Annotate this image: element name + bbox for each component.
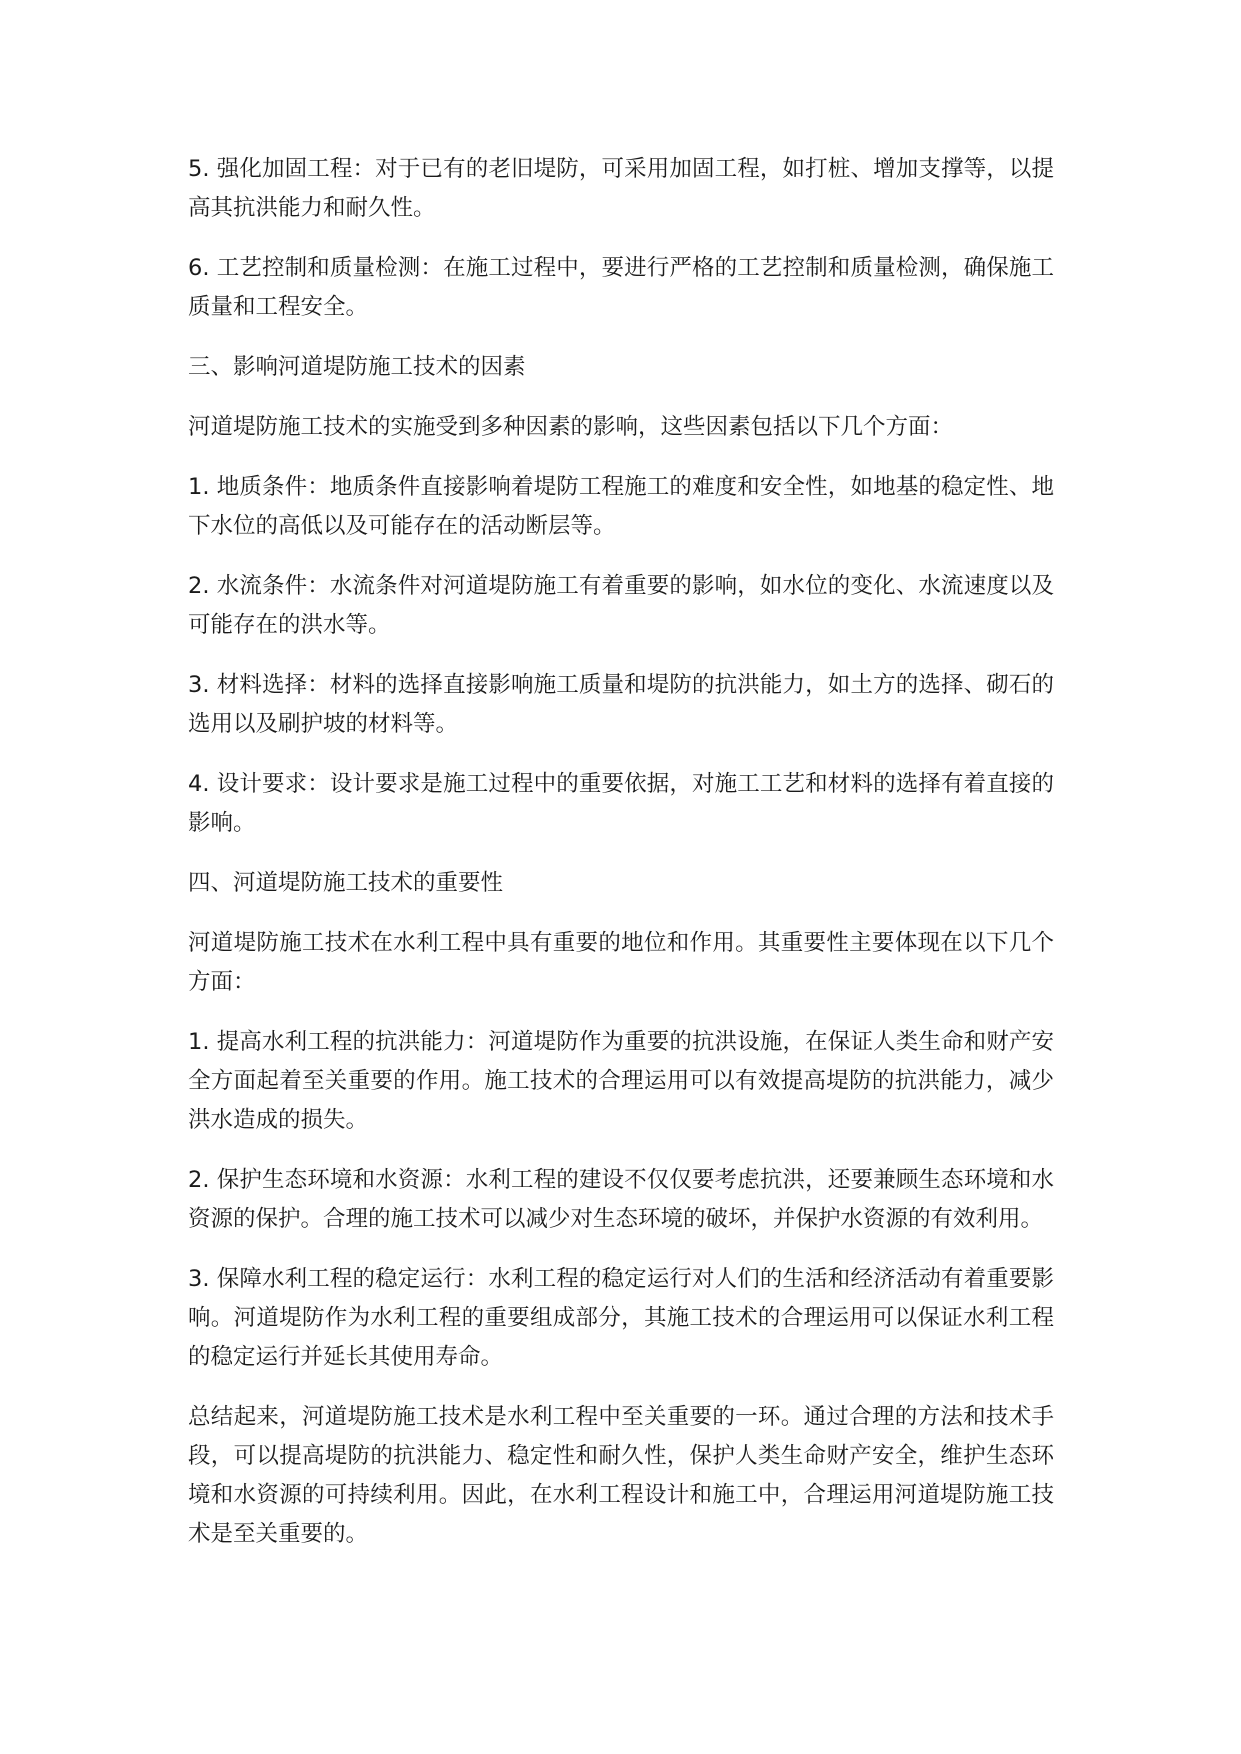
paragraph-item-6-quality-control: 6. 工艺控制和质量检测：在施工过程中，要进行严格的工艺控制和质量检测，确保施工质量和工程安全。 (188, 255, 1054, 320)
paragraph-importance-stability: 3. 保障水利工程的稳定运行：水利工程的稳定运行对人们的生活和经济活动有着重要影响。河道堤防作为水利工程的重要组成部分，其施工技术的合理运用可以保证水利工程的稳定运行并延长其使用寿命。 (188, 1266, 1054, 1370)
paragraph-importance-flood: 1. 提高水利工程的抗洪能力：河道堤防作为重要的抗洪设施，在保证人类生命和财产安全方面起着至关重要的作用。施工技术的合理运用可以有效提高堤防的抗洪能力，减少洪水造成的损失。 (188, 1029, 1054, 1133)
section-heading-factors: 三、影响河道堤防施工技术的因素 (188, 354, 526, 380)
paragraph-factors-intro: 河道堤防施工技术的实施受到多种因素的影响，这些因素包括以下几个方面： (188, 414, 954, 440)
section-heading-importance: 四、河道堤防施工技术的重要性 (188, 870, 504, 896)
paragraph-summary: 总结起来，河道堤防施工技术是水利工程中至关重要的一环。通过合理的方法和技术手段，可以提高堤防的抗洪能力、稳定性和耐久性，保护人类生命财产安全，维护生态环境和水资源的可持续利用。因此，在水利工程设计和施工中，合理运用河道堤防施工技术是至关重要的。 (188, 1404, 1054, 1547)
paragraph-item-5-reinforcement: 5. 强化加固工程：对于已有的老旧堤防，可采用加固工程，如打桩、增加支撑等，以提高其抗洪能力和耐久性。 (188, 156, 1054, 221)
document-page (188, 150, 1054, 1575)
paragraph-factor-materials: 3. 材料选择：材料的选择直接影响施工质量和堤防的抗洪能力，如土方的选择、砌石的选用以及刷护坡的材料等。 (188, 672, 1054, 737)
paragraph-importance-intro: 河道堤防施工技术在水利工程中具有重要的地位和作用。其重要性主要体现在以下几个方面： (188, 930, 1054, 995)
paragraph-importance-ecology: 2. 保护生态环境和水资源：水利工程的建设不仅仅要考虑抗洪，还要兼顾生态环境和水资源的保护。合理的施工技术可以减少对生态环境的破坏，并保护水资源的有效利用。 (188, 1167, 1054, 1232)
paragraph-factor-geology: 1. 地质条件：地质条件直接影响着堤防工程施工的难度和安全性，如地基的稳定性、地下水位的高低以及可能存在的活动断层等。 (188, 474, 1054, 539)
paragraph-factor-design: 4. 设计要求：设计要求是施工过程中的重要依据，对施工工艺和材料的选择有着直接的影响。 (188, 771, 1054, 836)
paragraph-factor-water-flow: 2. 水流条件：水流条件对河道堤防施工有着重要的影响，如水位的变化、水流速度以及可能存在的洪水等。 (188, 573, 1054, 638)
